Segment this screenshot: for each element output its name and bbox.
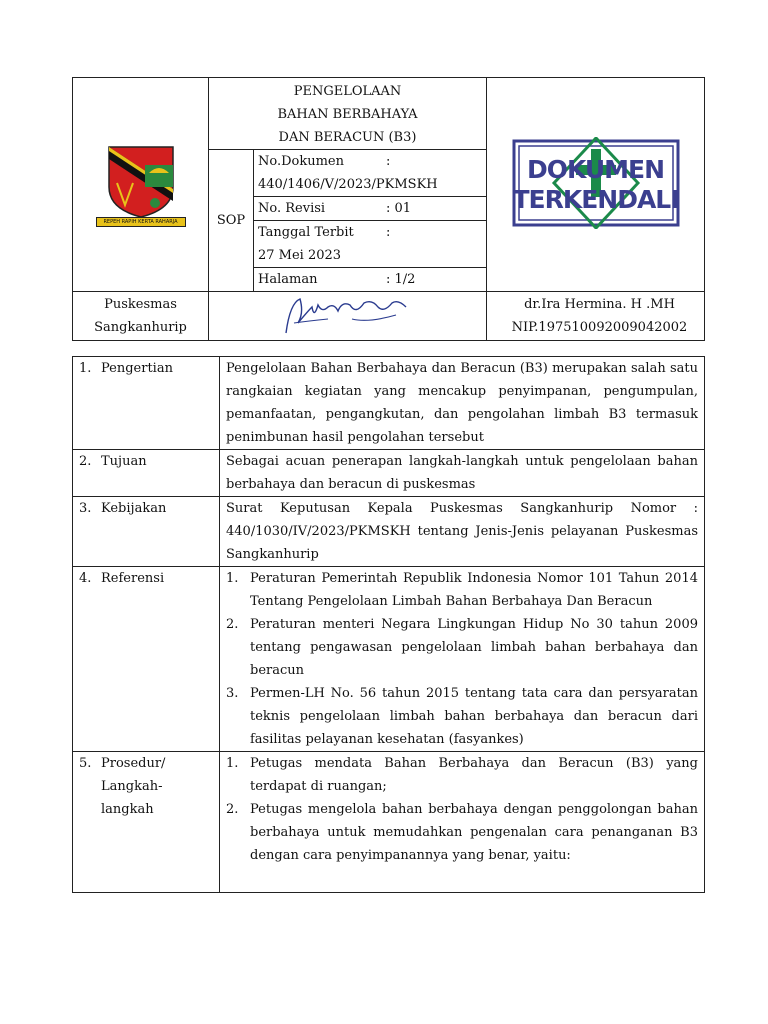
- section-label-line-3: langkah: [101, 802, 154, 817]
- logo-motto: REPEH RAPIH KERTA RAHARJA: [103, 218, 178, 225]
- section-number: 1.: [79, 361, 92, 376]
- signer-nip: NIP.197510092009042002: [511, 320, 688, 335]
- list-item: [226, 752, 698, 798]
- section-text: Sebagai acuan penerapan langkah-langkah untuk pengelolaan bahan berbahaya dan beracun di puskesmas: [220, 450, 705, 497]
- section-label-line-2: Langkah-: [101, 779, 163, 794]
- section-referensi: [73, 567, 705, 752]
- sop-label: SOP: [216, 213, 246, 228]
- halaman-label: Halaman: [258, 272, 318, 287]
- halaman-value: : 1/2: [386, 272, 416, 287]
- section-number: 4.: [79, 571, 92, 586]
- section-kebijakan: [73, 497, 705, 567]
- tanggal-terbit-sep: :: [386, 225, 391, 240]
- no-dokumen-value: 440/1406/V/2023/PKMSKH: [258, 177, 438, 192]
- no-dokumen-sep: :: [386, 154, 391, 169]
- halaman-cell: [254, 268, 487, 292]
- section-number: 2.: [79, 454, 92, 469]
- sop-content-table: [72, 356, 705, 893]
- list-item: [226, 613, 698, 682]
- signer-cell: [487, 292, 705, 341]
- section-label: Kebijakan: [101, 501, 167, 516]
- section-number: 5.: [79, 756, 92, 771]
- stamp-line-1: DOKUMEN: [526, 154, 665, 184]
- section-label: Referensi: [101, 571, 165, 586]
- list-item-text: Permen-LH No. 56 tahun 2015 tentang tata cara dan persyaratan teknis pengelolaan limbah bahan berbahaya dan beracun dari fasilitas pelayanan kesehatan (fasyankes): [250, 686, 698, 747]
- list-item-number: 1.: [226, 756, 239, 771]
- section-label: Pengertian: [101, 361, 173, 376]
- dokumen-terkendali-stamp: [512, 137, 680, 229]
- tanggal-terbit-value: 27 Mei 2023: [258, 248, 342, 263]
- section-label-line-1: Prosedur/: [101, 756, 166, 771]
- section-number: 3.: [79, 501, 92, 516]
- organization-cell: [73, 292, 209, 341]
- title-line-2: BAHAN BERBAHAYA: [277, 107, 418, 122]
- list-item-text: Peraturan menteri Negara Lingkungan Hidup No 30 tahun 2009 tentang pengawasan pengelolaan limbah bahan berbahaya dan beracun: [250, 617, 698, 678]
- tanggal-terbit-cell: [254, 221, 487, 268]
- stamp-cell: [487, 78, 705, 292]
- prosedur-list: [226, 752, 698, 867]
- referensi-list: [226, 567, 698, 751]
- document-title-cell: [209, 78, 487, 150]
- no-revisi-cell: [254, 197, 487, 221]
- handwritten-signature: [268, 293, 428, 339]
- section-tujuan: [73, 450, 705, 497]
- stamp-line-2: TERKENDALI: [512, 184, 679, 214]
- list-item-text: Peraturan Pemerintah Republik Indonesia Nomor 101 Tahun 2014 Tentang Pengelolaan Limbah Bahan Berbahaya Dan Beracun: [250, 571, 698, 609]
- sop-header-table: [72, 77, 705, 341]
- signer-name: dr.Ira Hermina. H .MH: [524, 297, 675, 312]
- no-dokumen-cell: [254, 150, 487, 197]
- organization-line-2: Sangkanhurip: [94, 320, 187, 335]
- list-item: [226, 798, 698, 867]
- section-label: Tujuan: [101, 454, 147, 469]
- list-item: [226, 567, 698, 613]
- section-text: Pengelolaan Bahan Berbahaya dan Beracun (B3) merupakan salah satu rangkaian kegiatan yang mencakup penyimpanan, pengumpulan, pemanfaatan, pengangkutan, dan pengolahan limbah B3 termasuk penimbunan hasil pengolahan tersebut: [220, 357, 705, 450]
- title-line-1: PENGELOLAAN: [293, 84, 402, 99]
- section-pengertian: [73, 357, 705, 450]
- logo-motto-ribbon: [96, 217, 186, 227]
- list-item-number: 2.: [226, 802, 239, 817]
- logo-cell: [73, 78, 209, 292]
- list-item-text: Petugas mendata Bahan Berbahaya dan Beracun (B3) yang terdapat di ruangan;: [250, 756, 698, 794]
- no-revisi-value: : 01: [386, 201, 412, 216]
- no-revisi-label: No. Revisi: [258, 201, 326, 216]
- list-item-number: 1.: [226, 571, 239, 586]
- tanggal-terbit-label: Tanggal Terbit: [258, 225, 354, 240]
- list-item-number: 3.: [226, 686, 239, 701]
- section-text: Surat Keputusan Kepala Puskesmas Sangkanhurip Nomor : 440/1030/IV/2023/PKMSKH tentang Jenis-Jenis pelayanan Puskesmas Sangkanhurip: [220, 497, 705, 567]
- signature-cell: [209, 292, 487, 341]
- sop-label-cell: [209, 150, 254, 292]
- regency-emblem-icon: [95, 143, 187, 223]
- list-item-number: 2.: [226, 617, 239, 632]
- organization-line-1: Puskesmas: [104, 297, 177, 312]
- list-item: [226, 682, 698, 751]
- no-dokumen-label: No.Dokumen: [258, 154, 344, 169]
- section-prosedur: [73, 752, 705, 893]
- title-line-3: DAN BERACUN (B3): [278, 130, 417, 145]
- list-item-text: Petugas mengelola bahan berbahaya dengan penggolongan bahan berbahaya untuk memudahkan pengenalan cara penanganan B3 dengan cara penyimpanannya yang benar, yaitu:: [250, 802, 698, 863]
